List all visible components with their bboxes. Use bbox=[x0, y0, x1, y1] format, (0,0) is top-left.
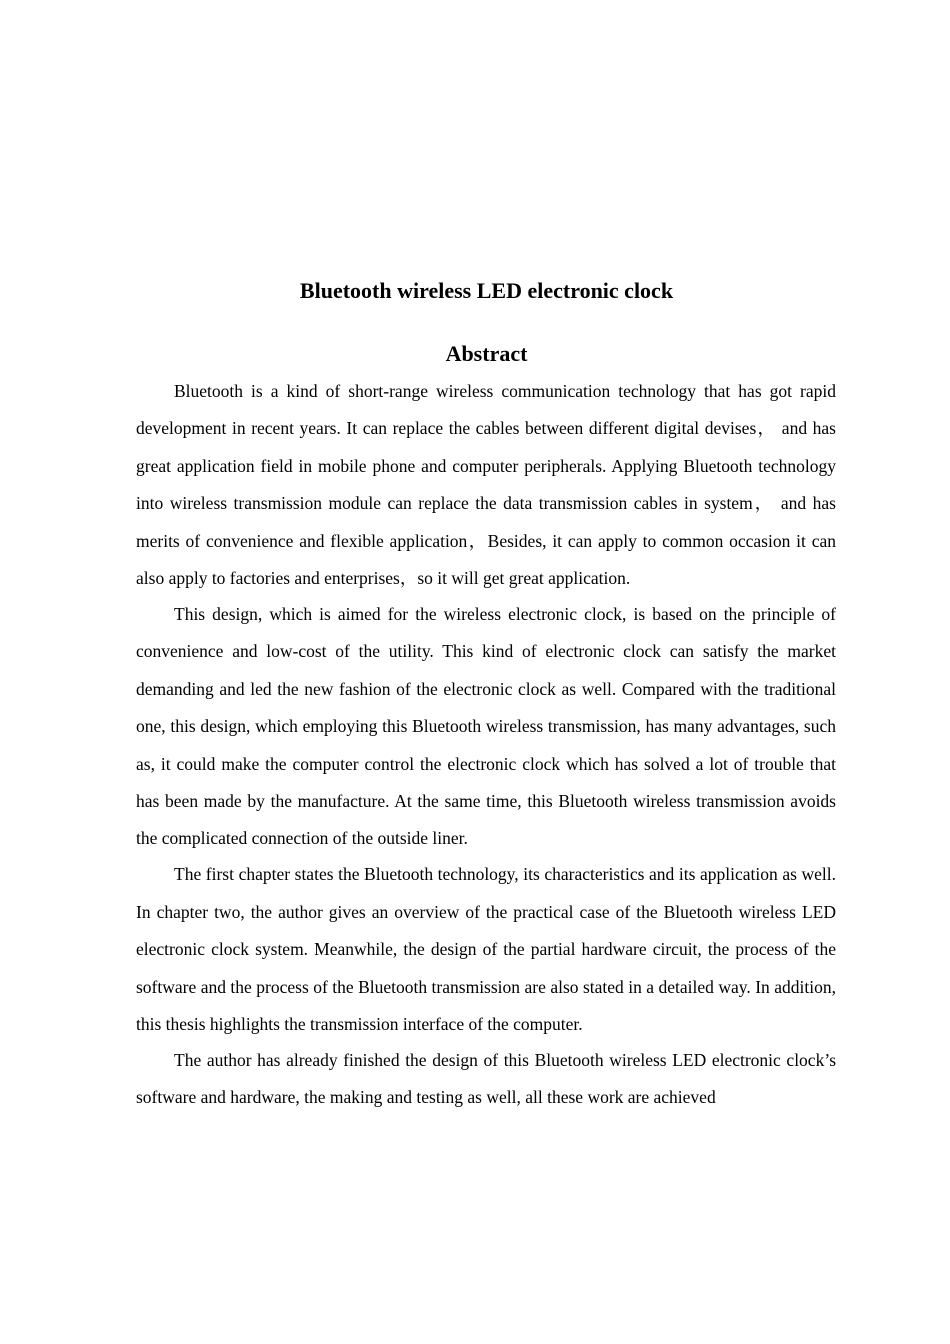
abstract-body bbox=[136, 373, 836, 1115]
document-title: Bluetooth wireless LED electronic clock bbox=[299, 278, 674, 303]
abstract-paragraph-3: The first chapter states the Bluetooth technology, its characteristics and its application as well. In chapter two, the author gives an overview of the practical case of the Bluetooth wireless LED electronic clock system. Meanwhile, the design of the partial hardware circuit, the process of the software and the process of the Bluetooth transmission are also stated in a detailed way. In addition, this thesis highlights the transmission interface of the computer. bbox=[136, 864, 836, 1034]
abstract-heading: Abstract bbox=[445, 341, 528, 366]
abstract-paragraph-4: The author has already finished the design of this Bluetooth wireless LED electronic clock’s software and hardware, the making and testing as well, all these work are achieved bbox=[136, 1049, 836, 1108]
abstract-paragraph-2: This design, which is aimed for the wireless electronic clock, is based on the principle of convenience and low-cost of the utility. This kind of electronic clock can satisfy the market demanding and led the new fashion of the electronic clock as well. Compared with the traditional one, this design, which employing this Bluetooth wireless transmission, has many advantages, such as, it could make the computer control the electronic clock which has solved a lot of trouble that has been made by the manufacture. At the same time, this Bluetooth wireless transmission avoids the complicated connection of the outside liner. bbox=[136, 603, 836, 849]
abstract-paragraph-1: Bluetooth is a kind of short-range wireless communication technology that has got rapid development in recent years. It can replace the cables between different digital devises， and has great application field in mobile phone and computer peripherals. Applying Bluetooth technology into wireless transmission module can replace the data transmission cables in system， and has merits of convenience and flexible application，Besides, it can apply to common occasion it can also apply to factories and enterprises，so it will get great application. bbox=[136, 381, 836, 589]
